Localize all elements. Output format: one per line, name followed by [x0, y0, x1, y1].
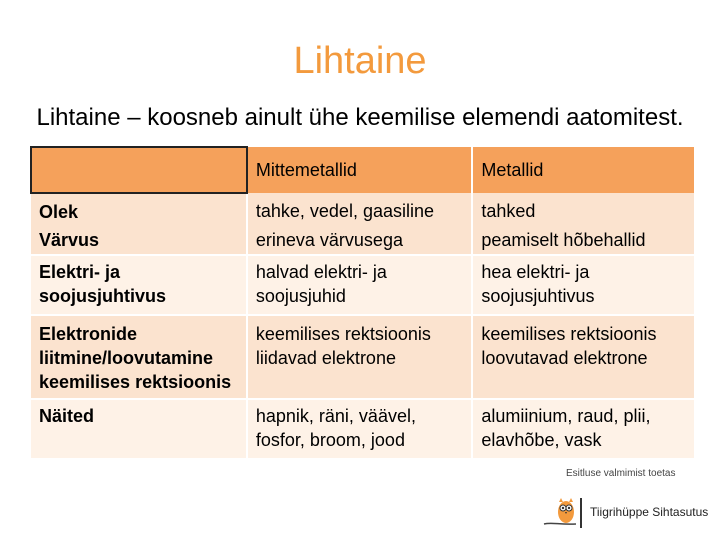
table-row — [31, 226, 694, 255]
page-title: Lihtaine — [293, 40, 427, 82]
metal-cell: alumiinium, raud, plii, elavhõbe, vask — [472, 399, 694, 458]
table-row — [31, 315, 694, 399]
table-header-nonmetals: Mittemetallid — [247, 147, 473, 193]
sponsor-logo — [542, 494, 720, 534]
table-row — [31, 255, 694, 315]
table-row — [31, 193, 694, 226]
comparison-table — [30, 146, 694, 458]
row-label: Elektri- ja soojusjuhtivus — [31, 255, 247, 315]
row-label: Näited — [31, 399, 247, 458]
metal-cell: hea elektri- ja soojusjuhtivus — [472, 255, 694, 315]
row-label: Elektronide liitmine/loovutamine keemilises rektsioonis — [31, 315, 247, 399]
metal-cell: keemilises rektsioonis loovutavad elektrone — [472, 315, 694, 399]
table-row — [31, 399, 694, 458]
table-header-metals: Metallid — [472, 147, 694, 193]
table-header-row — [31, 147, 694, 193]
nonmetal-cell: erineva värvusega — [247, 226, 473, 255]
sponsor-note: Esitluse valmimist toetas — [566, 468, 676, 479]
page-subtitle: Lihtaine – koosneb ainult ühe keemilise elemendi aatomitest. — [36, 104, 684, 131]
nonmetal-cell: hapnik, räni, väävel, fosfor, broom, jood — [247, 399, 473, 458]
nonmetal-cell: keemilises rektsioonis liidavad elektrone — [247, 315, 473, 399]
table-header-cell-empty — [31, 147, 247, 193]
nonmetal-cell: tahke, vedel, gaasiline — [247, 193, 473, 226]
metal-cell: tahked — [472, 193, 694, 226]
sponsor-name: Tiigrihüppe Sihtasutus — [590, 505, 709, 519]
nonmetal-cell: halvad elektri- ja soojusjuhid — [247, 255, 473, 315]
metal-cell: peamiselt hõbehallid — [472, 226, 694, 255]
row-label: Värvus — [31, 226, 247, 255]
row-label: Olek — [31, 193, 247, 226]
owl-icon — [542, 494, 578, 532]
logo-divider — [580, 498, 582, 528]
